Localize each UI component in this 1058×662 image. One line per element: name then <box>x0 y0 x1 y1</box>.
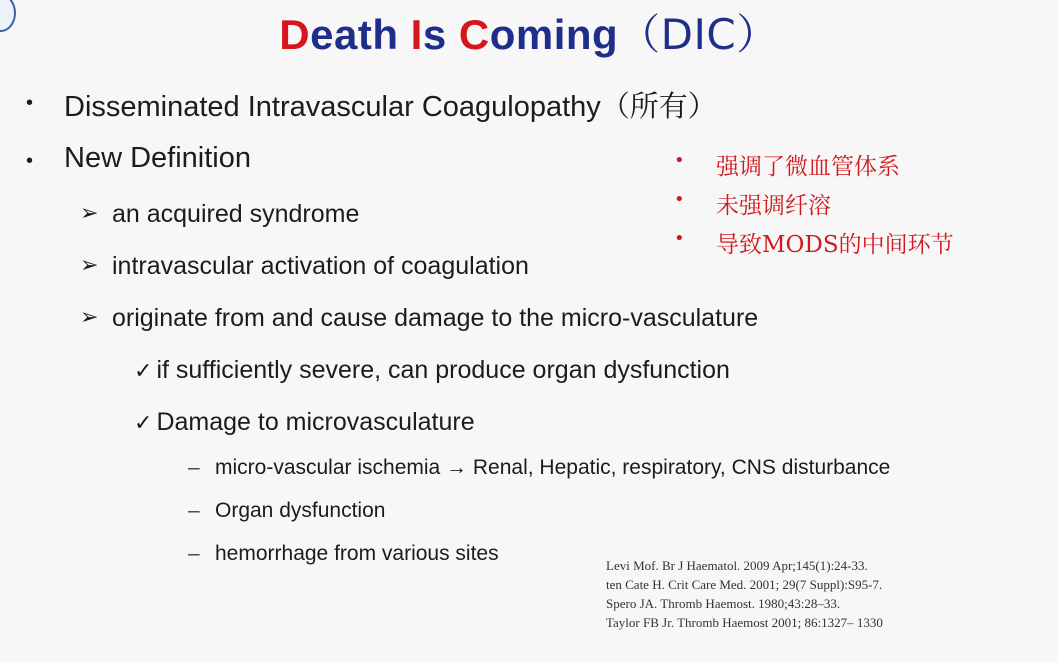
note-text: 未强调纤溶 <box>716 193 831 219</box>
check-text: Damage to microvasculature <box>156 408 475 436</box>
note-dot: • <box>674 189 685 210</box>
check-point <box>134 356 730 385</box>
note-text: 导致MODS的中间环节 <box>716 232 954 258</box>
title-part-s: s <box>422 11 459 58</box>
bullet-new-definition: New Definition <box>64 142 251 174</box>
dash-marker: – <box>188 542 200 565</box>
sub-point: an acquired syndrome <box>112 200 360 228</box>
note-dot: • <box>674 228 685 249</box>
title-letter-c: C <box>458 11 490 58</box>
bullet-disseminated <box>64 84 717 125</box>
sub-point: originate from and cause damage to the micro-vasculature <box>112 304 759 332</box>
bullet-dot: • <box>26 150 34 172</box>
reference-line: Taylor FB Jr. Thromb Haemost 2001; 86:1327– 1330 <box>606 615 883 630</box>
check-point <box>134 408 475 437</box>
arrow-bullet-icon: ➢ <box>80 305 99 330</box>
slide-title <box>0 2 1058 62</box>
check-icon: ✓ <box>134 359 153 384</box>
dash-point: micro-vascular ischemia → Renal, Hepatic, respiratory, CNS disturbance <box>215 456 891 479</box>
check-text: if sufficiently severe, can produce organ dysfunction <box>156 356 730 384</box>
check-icon: ✓ <box>134 411 153 436</box>
title-part-eath: eath <box>310 11 411 58</box>
bullet-suffix: （所有） <box>600 89 717 123</box>
note-text: 强调了微血管体系 <box>716 154 900 180</box>
dash-point: hemorrhage from various sites <box>215 542 499 565</box>
references <box>606 556 883 632</box>
arrow-bullet-icon: ➢ <box>80 253 99 278</box>
arrow-bullet-icon: ➢ <box>80 201 99 226</box>
title-letter-i: I <box>410 11 423 58</box>
dash-marker: – <box>188 456 200 479</box>
reference-line: Levi Mof. Br J Haematol. 2009 Apr;145(1):24-33. <box>606 558 868 573</box>
title-letter-d: D <box>279 11 311 58</box>
title-paren-dic: （DIC） <box>618 10 779 59</box>
dash-point: Organ dysfunction <box>215 499 386 522</box>
sub-point: intravascular activation of coagulation <box>112 252 529 280</box>
reference-line: ten Cate H. Crit Care Med. 2001; 29(7 Suppl):S95-7. <box>606 577 883 592</box>
reference-line: Spero JA. Thromb Haemost. 1980;43:28–33. <box>606 596 841 611</box>
note-dot: • <box>674 150 685 171</box>
bullet-dot: • <box>26 92 34 114</box>
bullet-label: Disseminated Intravascular Coagulopathy <box>64 91 601 123</box>
dash-marker: – <box>188 499 200 522</box>
title-part-oming: oming <box>489 11 619 58</box>
